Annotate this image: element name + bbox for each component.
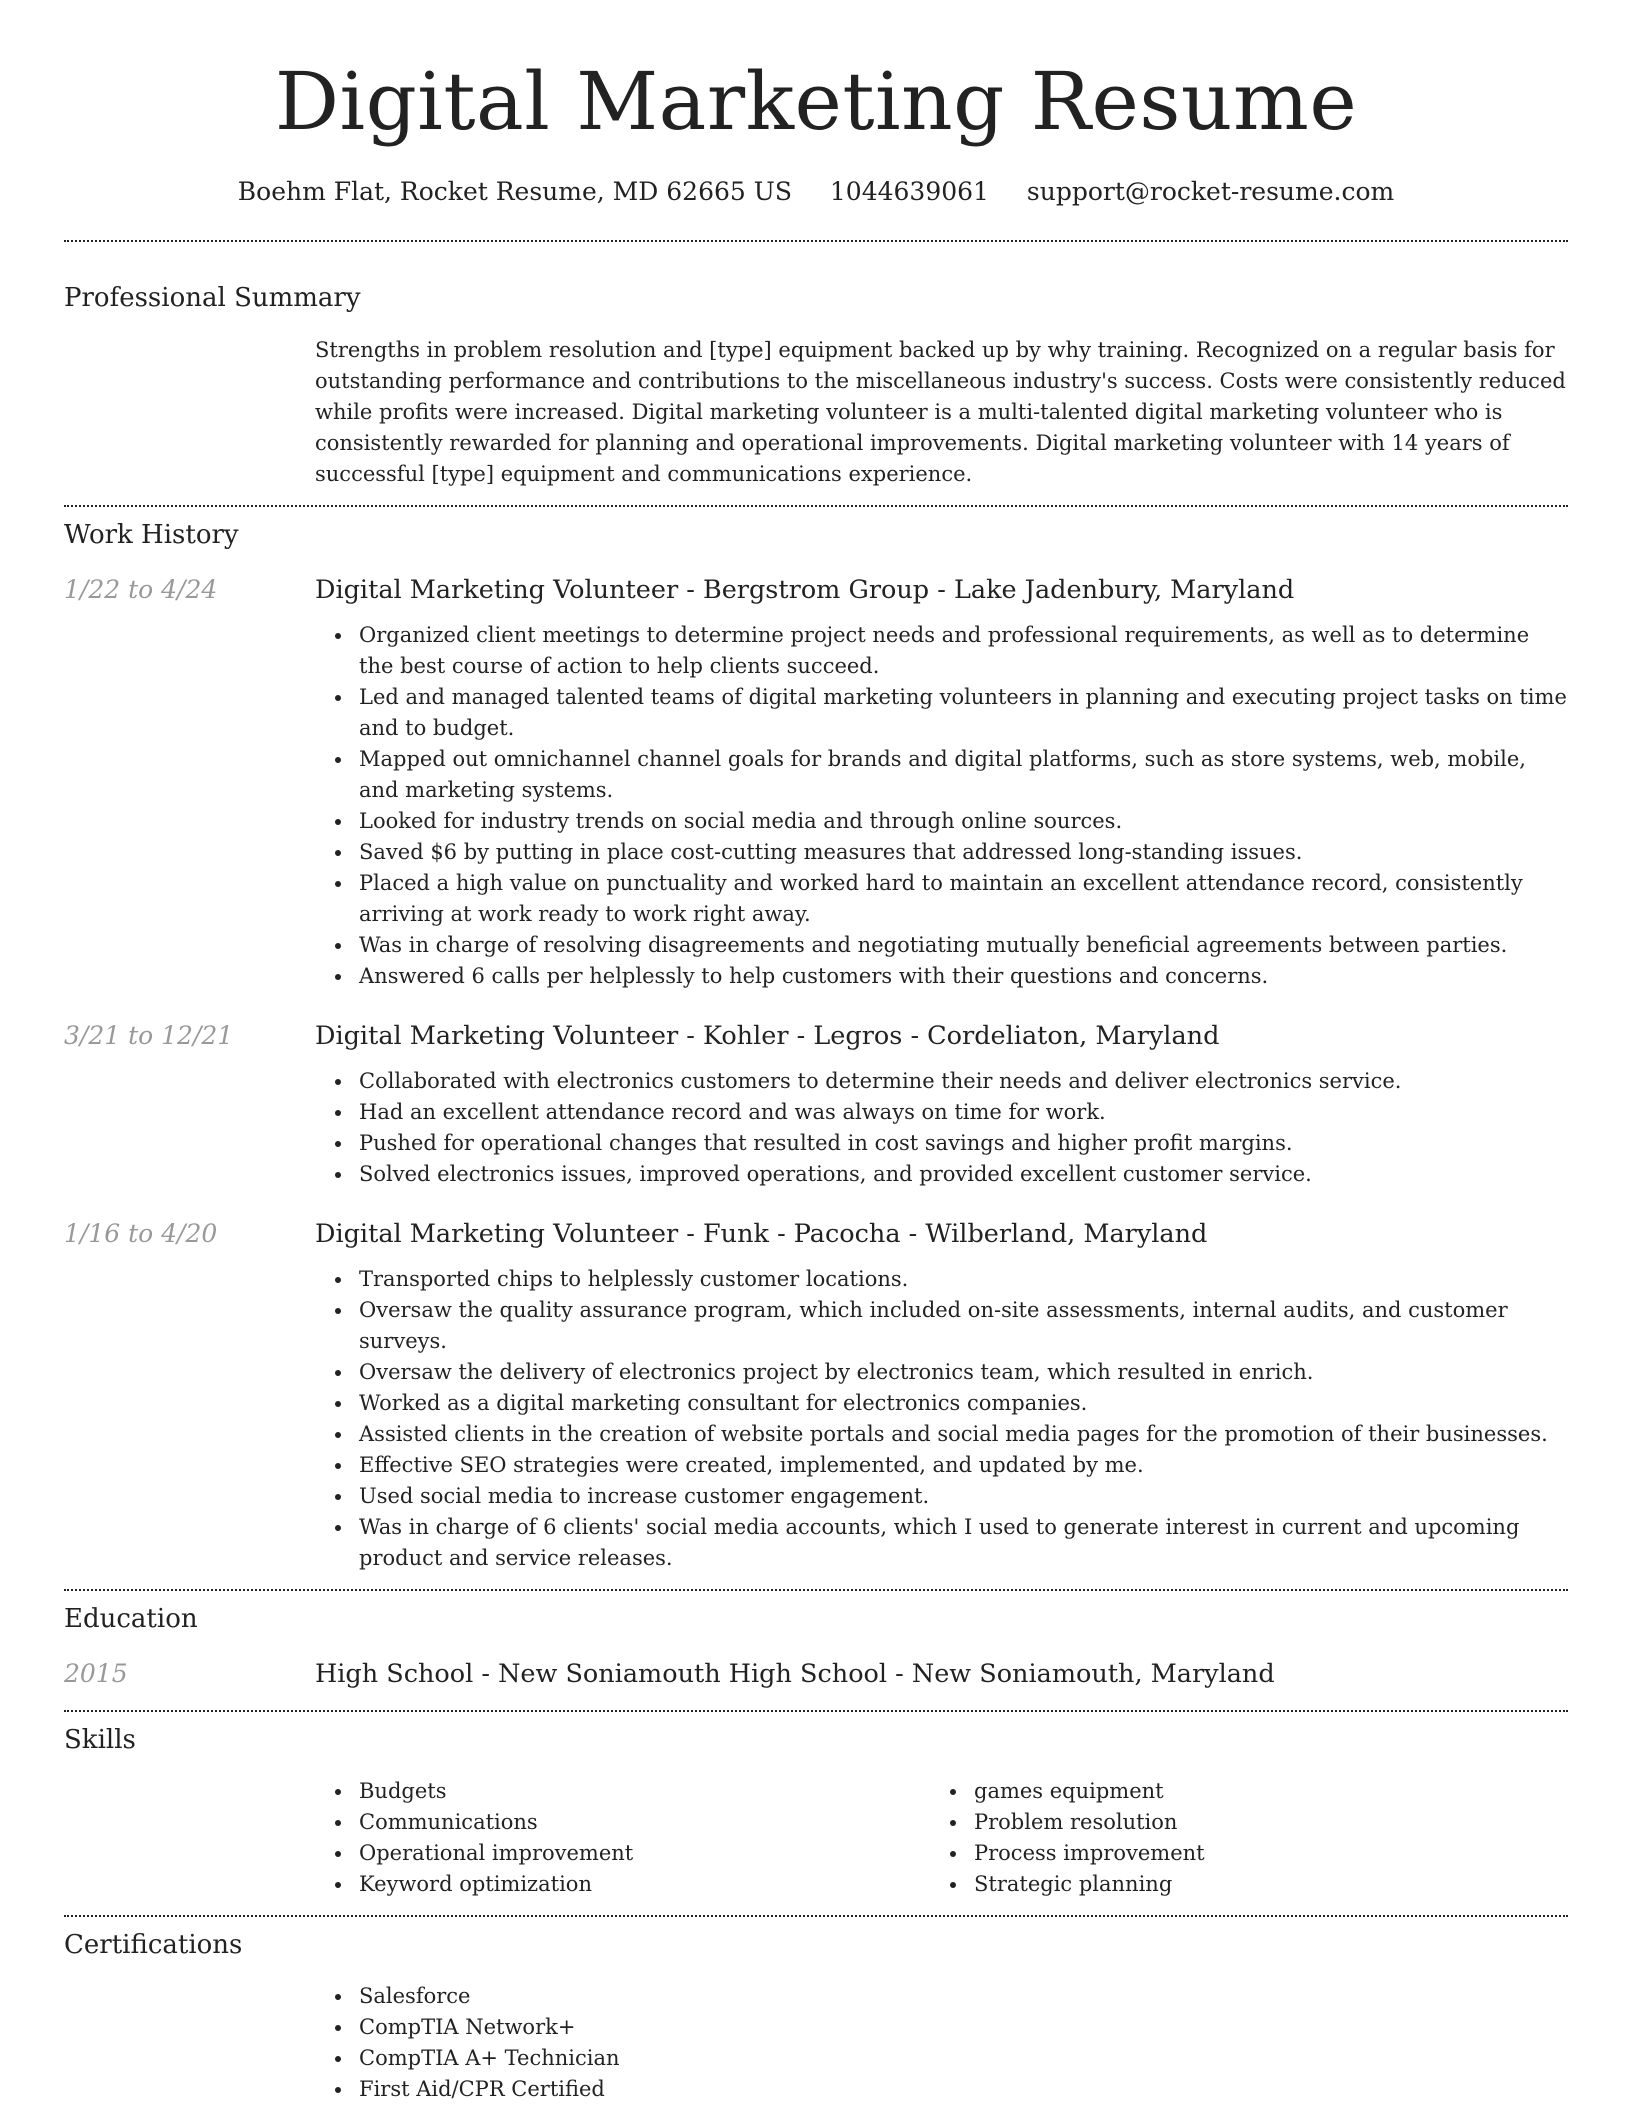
list-item: games equipment (930, 1776, 1545, 1807)
list-item: Looked for industry trends on social media and through online sources. (315, 806, 1568, 837)
list-item: Worked as a digital marketing consultant for electronics companies. (315, 1388, 1568, 1419)
list-item: Oversaw the quality assurance program, which included on-site assessments, internal audits, and customer surveys. (315, 1295, 1568, 1357)
job-dates: 1/16 to 4/20 (64, 1219, 218, 1248)
job-title: Digital Marketing Volunteer - Bergstrom Group - Lake Jadenbury, Maryland (315, 575, 1295, 605)
skills-column-left (315, 1776, 930, 1900)
divider (64, 1589, 1568, 1591)
contact-line (64, 174, 1568, 210)
list-item: Problem resolution (930, 1807, 1545, 1838)
education-year: 2015 (64, 1659, 128, 1688)
list-item: Had an excellent attendance record and was always on time for work. (315, 1097, 1568, 1128)
list-item: Keyword optimization (315, 1869, 930, 1900)
job-dates: 3/21 to 12/21 (64, 1021, 234, 1050)
section-title-skills: Skills (64, 1725, 136, 1755)
list-item: Oversaw the delivery of electronics project by electronics team, which resulted in enrich. (315, 1357, 1568, 1388)
job-entry (64, 1019, 1568, 1190)
list-item: Saved $6 by putting in place cost-cutting measures that addressed long-standing issues. (315, 837, 1568, 868)
contact-email: support@rocket-resume.com (1026, 177, 1395, 206)
job-bullets (315, 620, 1568, 992)
list-item: Was in charge of resolving disagreements and negotiating mutually beneficial agreements between parties. (315, 930, 1568, 961)
skills-list (315, 1776, 1568, 1900)
list-item: Collaborated with electronics customers to determine their needs and deliver electronics service. (315, 1066, 1568, 1097)
job-title: Digital Marketing Volunteer - Kohler - Legros - Cordeliaton, Maryland (315, 1021, 1220, 1051)
job-bullets (315, 1264, 1568, 1574)
list-item: Used social media to increase customer engagement. (315, 1481, 1568, 1512)
list-item: Pushed for operational changes that resulted in cost savings and higher profit margins. (315, 1128, 1568, 1159)
section-title-certifications: Certifications (64, 1930, 243, 1960)
job-entry (64, 1217, 1568, 1574)
section-title-education: Education (64, 1604, 198, 1634)
certifications-list (315, 1981, 1568, 2105)
list-item: Organized client meetings to determine project needs and professional requirements, as well as to determine the best course of action to help clients succeed. (315, 620, 1568, 682)
education-title: High School - New Soniamouth High School - New Soniamouth, Maryland (315, 1659, 1275, 1689)
list-item: Solved electronics issues, improved operations, and provided excellent customer service. (315, 1159, 1568, 1190)
resume-page (64, 0, 1568, 2105)
contact-address: Boehm Flat, Rocket Resume, MD 62665 US (237, 177, 792, 206)
list-item: Led and managed talented teams of digital marketing volunteers in planning and executing project tasks on time and to budget. (315, 682, 1568, 744)
summary-text: Strengths in problem resolution and [type] equipment backed up by why training. Recognized on a regular basis for outstanding performance and contributions to the miscellaneous industry's success. Costs were consistently reduced while profits were increased. Digital marketing volunteer is a multi-talented digital marketing volunteer who is consistently rewarded for planning and operational improvements. Digital marketing volunteer with 14 years of successful [type] equipment and communications experience. (315, 338, 1566, 486)
list-item: Operational improvement (315, 1838, 930, 1869)
list-item: Budgets (315, 1776, 930, 1807)
section-title-summary: Professional Summary (64, 283, 361, 313)
job-dates: 1/22 to 4/24 (64, 575, 218, 604)
list-item: Placed a high value on punctuality and worked hard to maintain an excellent attendance record, consistently arriving at work ready to work right away. (315, 868, 1568, 930)
skills-column-right (930, 1776, 1545, 1900)
job-header (64, 1019, 1568, 1053)
section-title-work-history: Work History (64, 520, 239, 550)
job-title: Digital Marketing Volunteer - Funk - Pacocha - Wilberland, Maryland (315, 1219, 1208, 1249)
resume-title: Digital Marketing Resume (274, 55, 1358, 148)
job-header (64, 1217, 1568, 1251)
list-item: Was in charge of 6 clients' social media accounts, which I used to generate interest in current and upcoming product and service releases. (315, 1512, 1568, 1574)
list-item: First Aid/CPR Certified (315, 2074, 1568, 2105)
list-item: Transported chips to helplessly customer locations. (315, 1264, 1568, 1295)
list-item: Answered 6 calls per helplessly to help customers with their questions and concerns. (315, 961, 1568, 992)
contact-phone: 1044639061 (829, 177, 989, 206)
divider (64, 505, 1568, 507)
list-item: Communications (315, 1807, 930, 1838)
list-item: CompTIA A+ Technician (315, 2043, 1568, 2074)
divider (64, 1915, 1568, 1917)
job-header (64, 573, 1568, 607)
job-entry (64, 573, 1568, 992)
list-item: CompTIA Network+ (315, 2012, 1568, 2043)
job-bullets (315, 1066, 1568, 1190)
list-item: Salesforce (315, 1981, 1568, 2012)
list-item: Effective SEO strategies were created, implemented, and updated by me. (315, 1450, 1568, 1481)
list-item: Process improvement (930, 1838, 1545, 1869)
education-entry (64, 1657, 1568, 1691)
divider (64, 240, 1568, 242)
list-item: Mapped out omnichannel channel goals for brands and digital platforms, such as store systems, web, mobile, and marketing systems. (315, 744, 1568, 806)
divider (64, 1710, 1568, 1712)
list-item: Assisted clients in the creation of website portals and social media pages for the promotion of their businesses. (315, 1419, 1568, 1450)
list-item: Strategic planning (930, 1869, 1545, 1900)
